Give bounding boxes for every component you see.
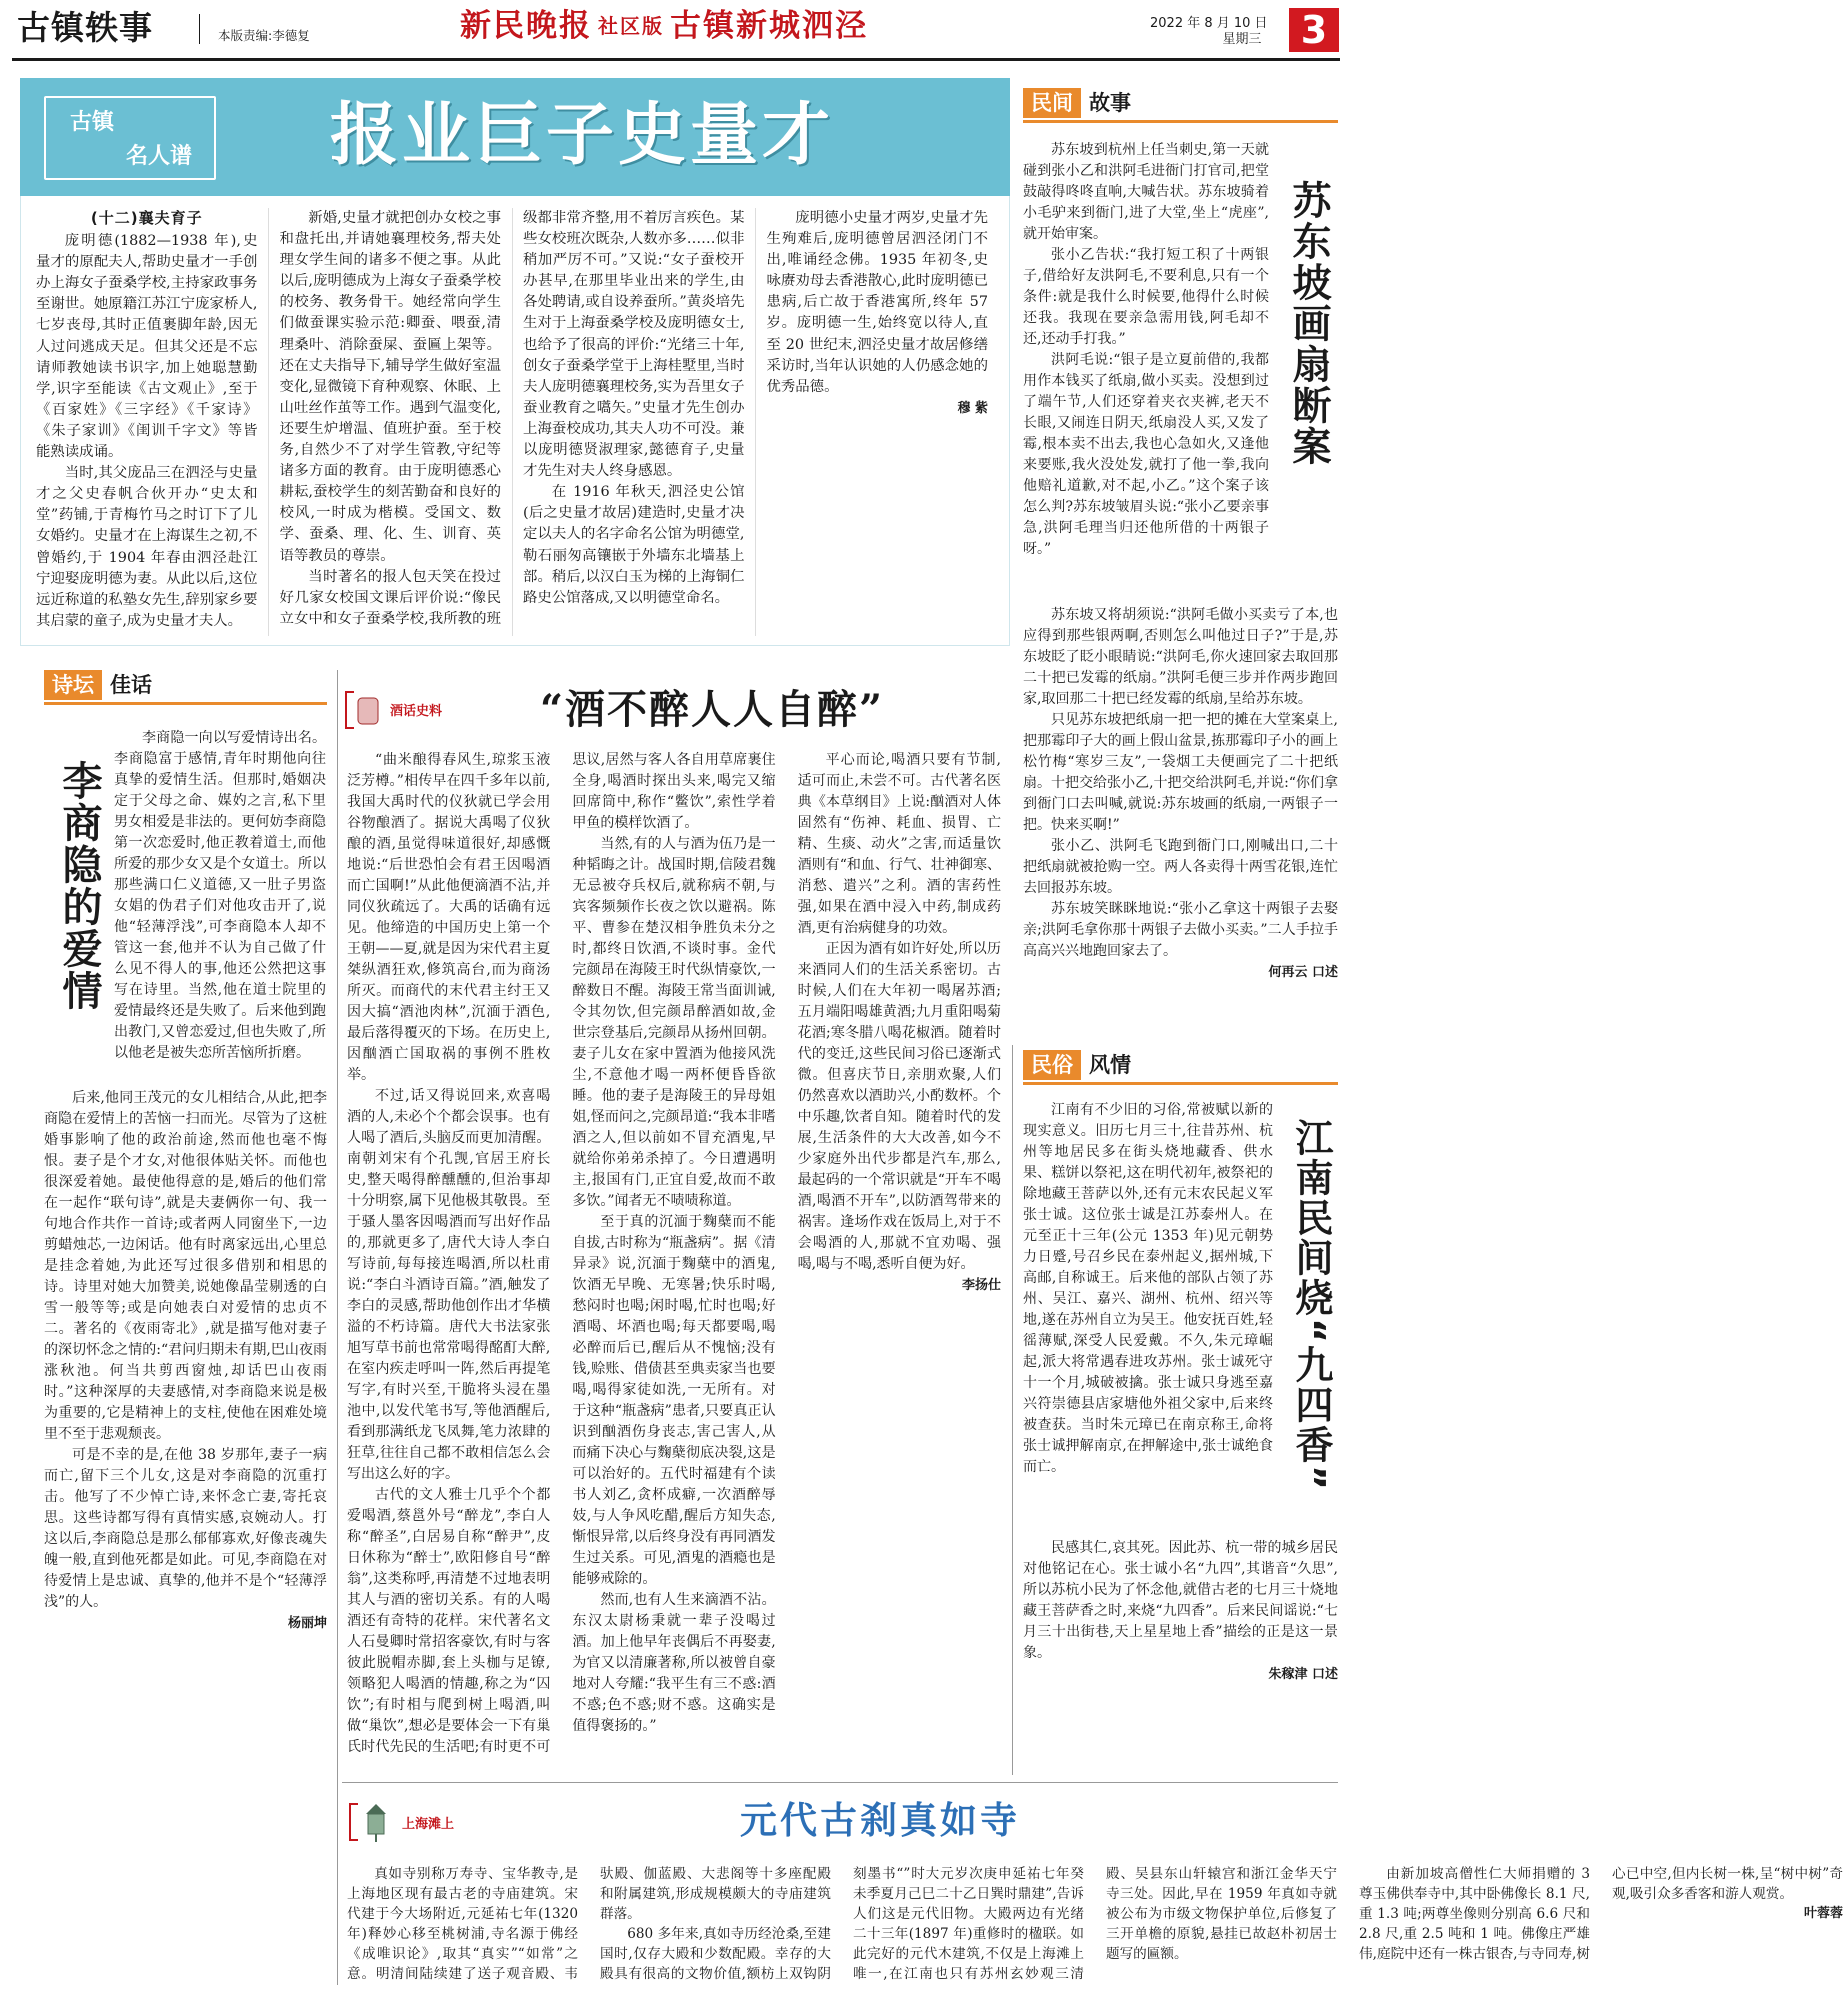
poetry-tag: 诗坛 [44, 670, 102, 700]
poetry-title: 李商隐的爱情 [56, 760, 102, 1012]
supplement-name: 古镇新城泗泾 [670, 8, 868, 44]
column-label-line2: 名人谱 [126, 144, 193, 169]
paper-masthead [460, 6, 868, 46]
wine-paragraph: 平心而论,喝酒只要有节制,适可而止,未尝不可。古代著名医典《本草纲目》上说:酗酒对人体固然有“伤神、耗血、损胃、亡精、生痰、动火”之害,而适量饮酒则有“和血、行气、壮神御寒、消愁、遣兴”之利。酒的害药性强,如果在酒中浸入中药,制成药酒,更有治病健身的功效。 [797, 752, 1001, 936]
date-text: 2022 年 8 月 10 日 [1150, 16, 1268, 31]
wine-paragraph: 古代的文人雅士几乎个个都爱喝酒,蔡邕外号“醉龙”,李白人称“醉圣”,白居易自称“醉尹”,皮日休称为“醉士”,欧阳修自号“醉翁”,这类称呼,再清楚不过地表明其人与酒的密切关系。有的人喝酒还有奇特的花样。宋代著名文人石曼卿时常招客豪饮,有时与客彼此脱帽赤脚,套上头枷与足镣,领略犯人喝酒的情趣,称之为“囚饮”;有时相与爬到树上喝酒,叫做“巢饮”,想必是要体会一下有巢氏时代先民的生活吧;有时更不可思议,居然与客人各自用草席裹住全身,喝酒时探出头来,喝完又缩回席筒中,称作“鳖饮”,索性学着甲鱼的模样饮酒了。 [347, 752, 776, 1755]
poetry-header-bar [44, 702, 327, 705]
story-section-name: 故事 [1089, 91, 1131, 115]
wine-paragraph: 然而,也有人生来滴酒不沾。东汉太尉杨秉就一辈子没喝过酒。加上他早年丧偶后不再娶妻,为官又以清廉著称,所以被曾自豪地对人夸耀:“我平生有三不惑:酒不惑;色不惑;财不惑。这确实是值得褒扬的。” [572, 1592, 776, 1734]
lantern-icon [346, 1800, 396, 1844]
feature-title: 报业巨子史量才 [330, 96, 835, 175]
feature-paragraph: 庞明德小史量才两岁,史量才先生殉难后,庞明德曾居泗泾闭门不出,唯诵经念佛。1935 年初冬,史咏赓劝母去香港散心,此时庞明德已患病,后亡故于香港寓所,终年 57 岁。庞明德一生,始终宽以待人,直至 20 世纪末,泗泾史量才故居修缮采访时,当年认识她的人仍感念她的优秀品德。 [766, 210, 988, 395]
custom-paragraph: 民感其仁,哀其死。因此苏、杭一带的城乡居民对他铭记在心。张士诚小名“九四”,其谐音“久思”,所以苏杭小民为了怀念他,就借古老的七月三十烧地藏王菩萨香之时,来烧“九四香”。后来民间谣说:“七月三十出街巷,天上星星地上香”描绘的正是这一景象。 [1023, 1540, 1338, 1661]
temple-paragraph: 680 多年来,真如寺历经沧桑,至建国时,仅存大殿和少数配殿。幸存的大殿具有很高的文物价值,额枋上双钩阴刻墨书“”时大元岁次庚申延祐七年癸未季夏月己巳二十乙日巽时鼎建”,告诉人们这是元代旧物。大殿两边有光绪二十三年(1897 年)重修时的楹联。如此完好的元代木建筑,不仅是上海滩上唯一,在江南也只有苏州玄妙观三清殿、吴县东山轩辕宫和浙江金华天宁寺三处。因此,早在 1959 年真如寺就被公布为市级文物保护单位,后修复了三开单檐的原貌,悬挂已故赵朴初居士题写的匾额。 [600, 1866, 1337, 1982]
story-header-bar [1023, 120, 1338, 123]
column-label [44, 96, 216, 180]
custom-title: 江南民间烧“九四香” [1289, 1118, 1333, 1492]
temple-title: 元代古刹真如寺 [740, 1798, 1020, 1842]
custom-body-bottom [1023, 1538, 1338, 1778]
poetry-paragraph: 后来,他同王茂元的女儿相结合,从此,把李商隐在爱情上的苦恼一扫而光。尽管为了这桩婚事影响了他的政治前途,然而他也毫不悔恨。妻子是个才女,对他很体贴关怀。而他也很深爱着她。最使他得意的是,婚后的他们常在一起作“联句诗”,就是夫妻俩你一句、我一句地合作共作一首诗;或者两人同窗坐下,一边剪蜡烛芯,一边闲话。他有时离家远出,心里总是挂念着她,为此还写过很多借别和相思的诗。诗里对她大加赞美,说她像晶莹剔透的白雪一般等等;或是向她表白对爱情的忠贞不二。著名的《夜雨寄北》,就是描写他对妻子的深切怀念之情的:“君问归期未有期,巴山夜雨涨秋池。何当共剪西窗烛,却话巴山夜雨时。”这种深厚的夫妻感情,对李商隐来说是极为重要的,它是精神上的支柱,使他在困难处境里不至于悲观颓丧。 [44, 1090, 327, 1442]
wine-column-label [342, 690, 472, 730]
page-number: 3 [1289, 8, 1339, 52]
feature-paragraph: 当时著名的报人包天笑在投过好几家女校国文课后评价说:“像民立女中和女子蚕桑学校,我所教的班级都非常齐整,用不着厉言疾色。某些女校班次既杂,人数亦多……似非稍加严厉不可。”又说:“女子蚕校开办甚早,在那里毕业出来的学生,由各处聘请,或自设养蚕所。”黄炎培先生对于上海蚕桑学校及庞明德女士,也给予了很高的评价:“光绪三十年,创女子蚕桑学堂于上海桂墅里,当时夫人庞明德襄理校务,实为吾里女子蚕业教育之嚆矢。”史量才先生创办上海蚕校成功,其夫人功不可没。兼以庞明德贤淑理家,懿德育子,史量才先生对夫人终身感恩。 [279, 210, 745, 627]
story-paragraph: 苏东坡又将胡须说:“洪阿毛做小买卖亏了本,也应得到那些银两啊,否则怎么叫他过日子?”于是,苏东坡眨了眨小眼睛说:“洪阿毛,你火速回家去取回那二十把已发霉的纸扇。”洪阿毛便三步并作两步跑回家,取回那二十把已经发霉的纸扇,呈给苏东坡。 [1023, 607, 1338, 707]
paper-name: 新民晚报 [460, 8, 592, 44]
story-paragraph: 只见苏东坡把纸扇一把一把的摊在大堂案桌上,把那霉印子大的画上假山盆景,拣那霉印子小的画上松竹梅“寒岁三友”,一袋烟工夫便画完了二十把纸扇。十把交给张小乙,十把交给洪阿毛,并说:“你们拿到衙门口去叫喊,就说:苏东坡画的纸扇,一两银子一把。快来买啊!” [1023, 712, 1338, 833]
feature-paragraph: 新婚,史量才就把创办女校之事和盘托出,并请她襄理校务,帮夫处理女学生间的诸多不便之事。从此以后,庞明德成为上海女子蚕桑学校的校务、教务骨干。她经常向学生们做蚕课实验示范:卿蚕、喂蚕,清理桑叶、消除蚕屎、蚕匾上架等。还在丈夫指导下,辅导学生做好室温变化,显微镜下育种观察、休眠、上山吐丝作茧等工作。遇到气温变化,还要生炉增温、值班护蚕。至于校务,自然少不了对学生管教,守纪等诸多方面的教育。由于庞明德悉心耕耘,蚕校学生的刻苦勤奋和良好的校风,一时成为楷模。受国文、数学、蚕桑、理、化、生、训育、英语等教员的尊崇。 [279, 210, 501, 564]
issue-date [1150, 16, 1268, 48]
wine-body [347, 750, 1001, 1772]
story-paragraph: 张小乙告状:“我打短工积了十两银子,借给好友洪阿毛,不要利息,只有一个条件:就是我什么时候要,他得什么时候还我。我现在要亲急需用钱,阿毛却不还,还动手打我。” [1023, 247, 1269, 347]
story-section-header [1023, 88, 1338, 118]
temple-body [347, 1864, 1843, 1990]
temple-author: 叶蓉蓉 [1803, 1906, 1843, 1921]
story-title: 苏东坡画扇断案 [1286, 180, 1331, 467]
bracket-icon [342, 690, 384, 730]
temple-column-label [346, 1800, 496, 1844]
feature-author: 穆 紫 [957, 400, 988, 416]
story-paragraph: 洪阿毛说:“银子是立夏前借的,我都用作本钱买了纸扇,做小买卖。没想到过了端午节,人们还穿着夹衣夹裤,老天不长眼,又闹连日阴天,纸扇没人买,又发了霉,根本卖不出去,我也心急如火,又逢他来要账,我火没处发,就打了他一拳,我向他赔礼道歉,对不起,小乙。”这个案子该怎么判?苏东坡皱眉头说:“张小乙要亲事急,洪阿毛理当归还他所借的十两银子呀。” [1023, 352, 1269, 557]
poetry-body-bottom [44, 1088, 327, 1978]
poetry-author: 杨丽坤 [287, 1616, 327, 1631]
story-paragraph: 苏东坡笑眯眯地说:“张小乙拿这十两银子去娶亲;洪阿毛拿你那十两银子去做小买卖。”二人手拉手高高兴兴地跑回家去了。 [1023, 901, 1338, 959]
wine-author: 李扬仕 [961, 1278, 1001, 1293]
custom-tag: 民俗 [1023, 1050, 1081, 1080]
custom-section-name: 风情 [1089, 1053, 1131, 1077]
feature-paragraph: 当时,其父庞品三在泗泾与史量才之父史春帆合伙开办“史太和堂”药铺,于青梅竹马之时订下了儿女婚约。史量才在上海谋生之初,不曾婚约,于 1904 年春由泗泾赴江宁迎娶庞明德为妻。从此以后,这位远近称道的私塾女先生,辞别家乡要其启蒙的童子,成为史量才夫人。 [36, 465, 258, 629]
story-body-bottom [1023, 605, 1338, 1035]
poetry-paragraph: 可是不幸的是,在他 38 岁那年,妻子一病而亡,留下三个儿女,这是对李商隐的沉重打击。他写了不少悼亡诗,来怀念亡妻,寄托哀思。这些诗都写得有真情实感,哀婉动人。打这以后,李商隐总是那么郁郁寡欢,好像丧魂失魄一般,直到他死都是如此。可见,李商隐在对待爱情上是忠诚、真挚的,他并不是个“轻薄浮浅”的人。 [44, 1447, 327, 1610]
temple-label: 上海滩上 [402, 1817, 455, 1832]
story-paragraph: 苏东坡到杭州上任当刺史,第一天就碰到张小乙和洪阿毛进衙门打官司,把堂鼓敲得咚咚直响,大喊告状。苏东坡骑着小毛驴来到衙门,进了大堂,坐上“虎座”,就开始审案。 [1023, 142, 1269, 242]
masthead-divider [199, 14, 200, 44]
feature-paragraph: 庞明德(1882—1938 年),史量才的原配夫人,帮助史量才一手创办上海女子蚕桑学校,主持家政事务至谢世。她原籍江苏江宁庞家桥人,七岁丧母,其时正值裹脚年龄,因无人过问逃成天足。但其父还是不忘请师教她读书识字,加上她聪慧勤学,识字至能读《古文观止》,至于《百家姓》《三字经》《千家诗》《朱子家训》《闺训千字文》等皆能熟读成诵。 [36, 233, 258, 461]
wine-label: 酒话史料 [390, 704, 443, 719]
wine-paragraph: 至于真的沉湎于麴蘖而不能自拔,古时称为“瓶盏病”。据《清异录》说,沉湎于麴蘖中的酒鬼,饮酒无早晚、无寒暑;快乐时喝,愁闷时也喝;闲时喝,忙时也喝;好酒喝、坏酒也喝;每天都要喝,喝必醉而后已,醒后从不愧恼;没有钱,赊账、借债甚至典卖家当也要喝,喝得家徒如洗,一无所有。对于这种“瓶盏病”患者,只要真正认识到酗酒伤身丧志,害己害人,从而痛下决心与麴蘖彻底决裂,这是可以治好的。五代时福建有个读书人刘乙,贪杯成癖,一次酒醉辱妓,与人争风吃醋,醒后方知失态,惭恨异常,以后终身没有再同酒发生过关系。可见,酒鬼的酒瘾也是能够戒除的。 [572, 1214, 776, 1587]
editor-credit: 本版责编:李德复 [218, 28, 310, 43]
feature-paragraph: 在 1916 年秋天,泗泾史公馆(后之史量才故居)建造时,史量才决定以夫人的名字命名公馆为明德堂,勒石丽匆高镶嵌于外墙东北墙基上部。稍后,以汉白玉为梯的上海铜仁路史公馆落成,又以明德堂命名。 [523, 484, 745, 606]
weekday-text: 星期三 [1222, 32, 1262, 47]
wine-paragraph: “曲米酿得春风生,琼浆玉液泛芳樽。”相传早在四千多年以前,我国大禹时代的仪狄就已学会用谷物酿酒了。据说大禹喝了仪狄酿的酒,虽觉得味道很好,却感慨地说:“后世恐怕会有君王因喝酒而亡国啊!”从此他便滴酒不沾,并同仪狄疏远了。大禹的话确有远见。他缔造的中国历史上第一个王朝——夏,就是因为宋代君主夏桀纵酒狂欢,修筑高台,而为商汤所灭。而商代的末代君主纣王又因大搞“酒池肉林”,沉湎于酒色,最后落得覆灭的下场。在历史上,因酗酒亡国取祸的事例不胜枚举。 [347, 752, 551, 1083]
story-paragraph: 张小乙、洪阿毛飞跑到衙门口,刚喊出口,二十把纸扇就被抢购一空。两人各卖得十两雪花银,连忙去回报苏东坡。 [1023, 838, 1338, 896]
column-label-line1: 古镇 [70, 110, 115, 135]
story-tag: 民间 [1023, 88, 1081, 118]
edition-label: 社区版 [598, 14, 664, 38]
temple-paragraph: 由新加坡高僧性仁大师捐赠的 3 尊玉佛供奉寺中,其中卧佛像长 8.1 尺,重 1.3 吨;两尊坐像则分别高 6.6 尺和 2.8 尺,重 2.5 吨和 1 吨。佛像庄严雄伟,庭院中还有一株古银杏,与寺同寿,树心已中空,但内长树一株,呈“树中树”奇观,吸引众多香客和游人观赏。 [1359, 1866, 1843, 1962]
wine-paragraph: 正因为酒有如许好处,所以历来酒同人们的生活关系密切。古时候,人们在大年初一喝屠苏酒;五月端阳喝雄黄酒;九月重阳喝菊花酒;寒冬腊八喝花椒酒。随着时代的变迁,这些民间习俗已逐渐式微。但喜庆节日,亲朋欢聚,人们仍然喜欢以酒助兴,小酌数杯。个中乐趣,饮者自知。随着时代的发展,生活条件的大大改善,如今不少家庭外出代步都是汽车,那么,最起码的一个常识就是“开车不喝酒,喝酒不开车”,以防酒驾带来的祸害。逢场作戏在饭局上,对于不会喝酒的人,那就不宜劝喝、强喝,喝与不喝,悉听自便为好。 [797, 941, 1001, 1272]
poetry-paragraph: 李商隐一向以写爱情诗出名。李商隐富于感情,青年时期他向往真挚的爱情生活。但那时,婚姻决定于父母之命、媒妁之言,私下里男女相爱是非法的。更何妨李商隐第一次恋爱时,他正教着道士,而他所爱的那少女又是个女道士。所以那些满口仁义道德,又一肚子男盗女娼的伪君子们对他攻击开了,说他“轻薄浮浅”,可李商隐本人却不管这一套,他并不认为自己做了什么见不得人的事,他还公然把这事写在诗里。当然,他在道士院里的爱情最终还是失败了。后来他到跑出教门,又曾恋爱过,但也失败了,所以他老是被失恋所苦恼所折磨。 [114, 730, 326, 1061]
custom-body-top [1023, 1100, 1273, 1540]
masthead-rule [12, 58, 1340, 61]
feature-subhead: (十二)襄夫育子 [90, 209, 203, 227]
poetry-body-top [114, 728, 326, 1083]
wine-title: “酒不醉人人自醉” [540, 686, 885, 733]
story-author: 何再云 口述 [1268, 965, 1338, 980]
feature-body [36, 208, 988, 636]
section-divider [342, 1782, 1338, 1783]
section-title: 古镇轶事 [17, 8, 153, 47]
wine-paragraph: 当然,有的人与酒为伍乃是一种韬晦之计。战国时期,信陵君魏无忌被夺兵权后,就称病不朝,与宾客频频作长夜之饮以避祸。陈平、曹参在楚汉相争胜负未分之时,都终日饮酒,不谈时事。金代完颜昂在海陵王时代纵情豪饮,一醉数日不醒。海陵王常当面训诫,令其勿饮,但完颜昂醉酒如故,金世宗登基后,完颜昂从扬州回朝。妻子儿女在家中置酒为他接风洗尘,不意他才喝一两杯便昏昏欲睡。他的妻子是海陵王的异母姐姐,怪而问之,完颜昂道:“我本非嗜酒之人,但以前如不冒充酒鬼,早就给你弟弟杀掉了。今日遭遇明主,报国有门,正宜自爱,故而不敢多饮。”闻者无不啧啧称道。 [572, 836, 776, 1209]
poetry-section-header [44, 670, 327, 700]
custom-paragraph: 江南有不少旧的习俗,常被赋以新的现实意义。旧历七月三十,往昔苏州、杭州等地居民多在街头烧地藏香、供水果、糕饼以祭祀,这在明代初年,被祭祀的除地藏王菩萨以外,还有元末农民起义军张士诚。这位张士诚是江苏泰州人。在元至正十三年(公元 1353 年)见元朝势力日蹙,号召乡民在泰州起义,据州城,下高邮,自称诚王。后来他的部队占领了苏州、吴江、嘉兴、湖州、杭州、绍兴等地,遂在苏州自立为吴王。他安抚百姓,轻徭薄赋,深受人民爱戴。不久,朱元璋崛起,派大将常遇春进攻苏州。张士诚死守十一个月,城破被擒。张士诚只身逃至嘉兴符崇德县店家塘他外祖父家中,后来终被查获。当时朱元璋已在南京称王,命将张士诚押解南京,在押解途中,张士诚绝食而亡。 [1023, 1102, 1273, 1475]
column-divider [1012, 1045, 1013, 1775]
custom-header-bar [1023, 1082, 1338, 1085]
story-body-top [1023, 140, 1269, 557]
custom-section-header [1023, 1050, 1338, 1080]
custom-author: 朱稼津 口述 [1268, 1667, 1338, 1682]
temple-paragraph: 真如寺别称万寿寺、宝华教寺,是上海地区现有最古老的寺庙建筑。宋代建于今大场附近,元延祐七年(1320 年)释妙心移至桃树浦,寺名源于佛经《成唯识论》,取其“真实”“如常”之意。明清间陆续建了送子观音殿、韦驮殿、伽蓝殿、大悲阁等十多座配殿和附属建筑,形成规模颇大的寺庙建筑群落。 [347, 1866, 831, 1982]
column-divider [337, 670, 338, 1985]
poetry-section-name: 佳话 [110, 673, 152, 697]
wine-paragraph: 不过,话又得说回来,欢喜喝酒的人,未必个个都会误事。也有人喝了酒后,头脑反而更加清醒。南朝刘宋有个孔觊,官居王府长史,整天喝得醉醺醺的,但治事却十分明察,属下见他极其敬畏。至于骚人墨客因喝酒而写出好作品的,那就更多了,唐代大诗人李白写诗前,每每接连喝酒,所以杜甫说:“李白斗酒诗百篇。”酒,触发了李白的灵感,帮助他创作出才华横溢的不朽诗篇。唐代大书法家张旭写草书前也常常喝得酩酊大醉,在室内疾走呼叫一阵,然后再提笔写字,有时兴至,干脆将头浸在墨池中,以发代笔书写,等他酒醒后,看到那满纸龙飞凤舞,笔力浓肆的狂草,往往自己都不敢相信怎么会写出这么好的字。 [347, 1088, 551, 1482]
